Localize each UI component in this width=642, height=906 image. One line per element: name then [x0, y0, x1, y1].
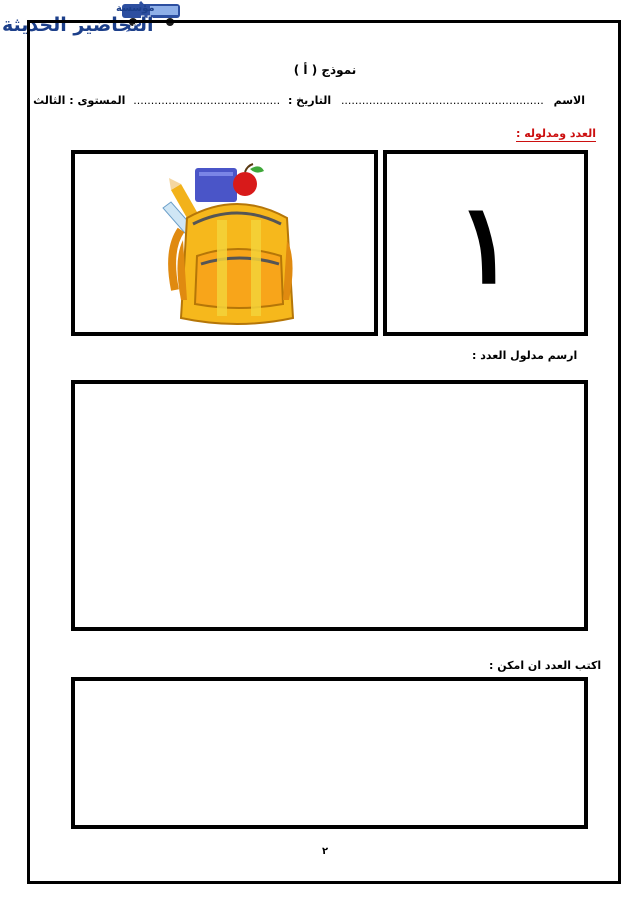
date-label: التاريخ :: [287, 94, 332, 107]
student-info-row: [33, 94, 585, 110]
numeral-one: ١: [455, 178, 516, 308]
model-title: نموذج ( أ ): [293, 63, 357, 77]
backpack-icon: [153, 160, 313, 330]
write-number-label: اكتب العدد ان امكن :: [489, 659, 602, 672]
name-field[interactable]: ..........................................................: [340, 94, 544, 107]
writing-area[interactable]: [71, 677, 588, 829]
picture-box: [71, 150, 378, 336]
name-label: الاسم: [553, 94, 585, 107]
number-meaning-label: العدد ومدلوله :: [516, 127, 596, 140]
logo-small-text: مؤسسة: [116, 3, 155, 14]
numeral-box: [383, 150, 588, 336]
page-number: ٢: [321, 846, 329, 857]
number-meaning-heading: [516, 127, 596, 140]
logo-main-text: التحاضير الحديثة: [2, 14, 154, 36]
level-label: المستوى : الثالث: [33, 94, 126, 107]
drawing-area[interactable]: [71, 380, 588, 631]
date-field[interactable]: ..........................................: [133, 94, 281, 107]
draw-meaning-label: ارسم مدلول العدد :: [472, 349, 578, 362]
